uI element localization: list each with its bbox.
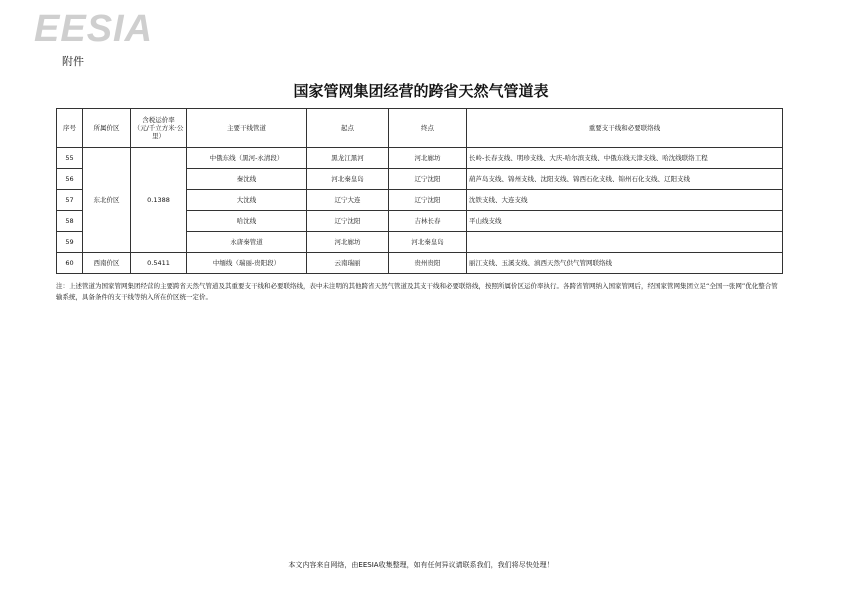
table-row xyxy=(57,148,783,169)
cell-no: 58 xyxy=(57,211,83,232)
cell-pipeline: 中缅线（瑞丽-贵阳段） xyxy=(187,253,307,274)
pipeline-table xyxy=(56,108,783,274)
cell-end: 辽宁沈阳 xyxy=(389,169,467,190)
cell-rate: 0.5411 xyxy=(131,253,187,274)
cell-end: 吉林长春 xyxy=(389,211,467,232)
cell-rate: 0.1388 xyxy=(131,148,187,253)
cell-branches: 葫芦岛支线、锦州支线、沈阳支线、锦西石化支线、锦州石化支线、辽阳支线 xyxy=(467,169,783,190)
footer-disclaimer: 本文内容来自网络，由EESIA收集整理，如有任何异议请联系我们，我们将尽快处理！ xyxy=(288,561,554,569)
cell-pipeline: 中俄东线（黑河-永清段） xyxy=(187,148,307,169)
cell-pipeline: 哈沈线 xyxy=(187,211,307,232)
cell-start: 黑龙江黑河 xyxy=(307,148,389,169)
eesia-logo: EESIA xyxy=(34,8,154,50)
header-end: 终点 xyxy=(389,109,467,148)
cell-pipeline: 大沈线 xyxy=(187,190,307,211)
cell-branches xyxy=(467,232,783,253)
document-title: 国家管网集团经营的跨省天然气管道表 xyxy=(293,82,549,100)
table-row xyxy=(57,253,783,274)
cell-no: 56 xyxy=(57,169,83,190)
cell-start: 河北秦皇岛 xyxy=(307,169,389,190)
cell-region: 东北价区 xyxy=(83,148,131,253)
cell-branches: 长岭-长春支线、明珍支线、大庆-哈尔滨支线、中俄东线天津支线、哈沈线联络工程 xyxy=(467,148,783,169)
header-pipeline: 主要干线管道 xyxy=(187,109,307,148)
cell-end: 贵州贵阳 xyxy=(389,253,467,274)
cell-start: 河北廊坊 xyxy=(307,232,389,253)
cell-region: 西南价区 xyxy=(83,253,131,274)
cell-start: 辽宁沈阳 xyxy=(307,211,389,232)
header-rate: 含税运价率 （元/千立方米·公里） xyxy=(131,109,187,148)
cell-start: 云南瑞丽 xyxy=(307,253,389,274)
cell-end: 河北秦皇岛 xyxy=(389,232,467,253)
cell-branches: 沈铁支线、大连支线 xyxy=(467,190,783,211)
cell-end: 辽宁沈阳 xyxy=(389,190,467,211)
annex-label: 附件 xyxy=(62,55,84,68)
cell-branches: 丽江支线、玉溪支线、滇西天然气供气管网联络线 xyxy=(467,253,783,274)
cell-no: 59 xyxy=(57,232,83,253)
cell-branches: 平山线支线 xyxy=(467,211,783,232)
header-start: 起点 xyxy=(307,109,389,148)
header-no: 序号 xyxy=(57,109,83,148)
cell-no: 60 xyxy=(57,253,83,274)
table-note: 注：上述管道为国家管网集团经营的主要跨省天然气管道及其重要支干线和必要联络线，表中未注明的其他跨省天然气管道及其支干线和必要联络线，按照所属价区运价率执行。各跨省管网纳入国家管网后，经国家管网集团立足“全国一张网”优化整合管输系统，具备条件的支干线等纳入所在价区统一定价。 xyxy=(56,282,778,301)
cell-no: 57 xyxy=(57,190,83,211)
table-header-row xyxy=(57,109,783,148)
cell-no: 55 xyxy=(57,148,83,169)
cell-pipeline: 永唐秦管道 xyxy=(187,232,307,253)
cell-end: 河北廊坊 xyxy=(389,148,467,169)
cell-pipeline: 秦沈线 xyxy=(187,169,307,190)
header-region: 所属价区 xyxy=(83,109,131,148)
cell-start: 辽宁大连 xyxy=(307,190,389,211)
header-branches: 重要支干线和必要联络线 xyxy=(467,109,783,148)
